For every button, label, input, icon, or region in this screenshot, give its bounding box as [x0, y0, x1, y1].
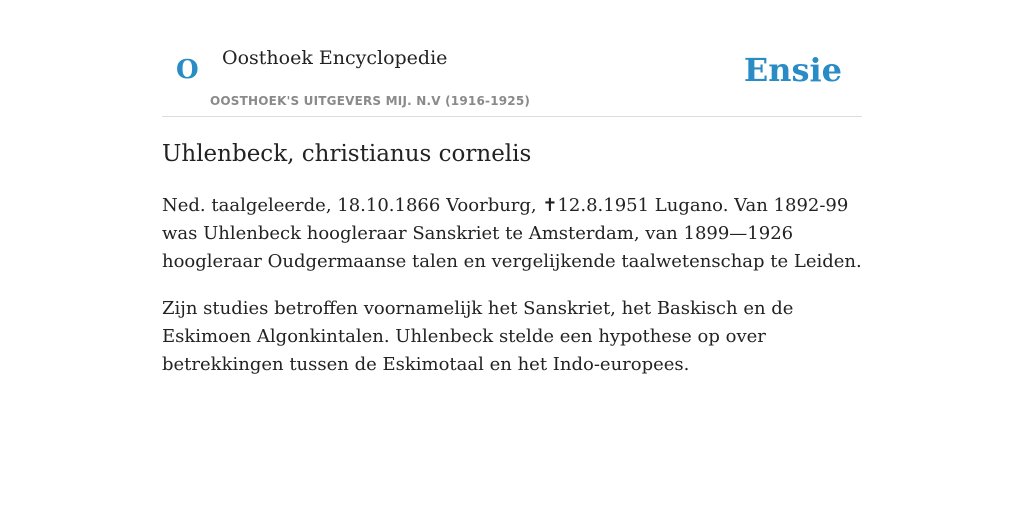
publisher-label: OOSTHOEK'S UITGEVERS MIJ. N.V (1916-1925)	[210, 94, 531, 108]
site-title-link[interactable]: Oosthoek Encyclopedie	[222, 47, 448, 69]
site-header	[162, 0, 862, 117]
entry-paragraph: Zijn studies betroffen voornamelijk het Sanskriet, het Baskisch en de Eskimoen Algonkintalen. Uhlenbeck stelde een hypothese op over betrekkingen tussen de Eskimotaal en het Indo-europees.	[162, 298, 794, 375]
page	[162, 0, 862, 375]
site-logo[interactable]: O	[176, 55, 199, 85]
entry-paragraph: Ned. taalgeleerde, 18.10.1866 Voorburg, ✝12.8.1951 Lugano. Van 1892-99 was Uhlenbeck hoogleraar Sanskriet te Amsterdam, van 1899—1926 hoogleraar Oudgermaanse talen en vergelijkende taalwetenschap te Leiden.	[162, 195, 862, 272]
brand-logo-link[interactable]: Ensie	[743, 51, 842, 89]
entry-title: Uhlenbeck, christianus cornelis	[162, 141, 532, 167]
